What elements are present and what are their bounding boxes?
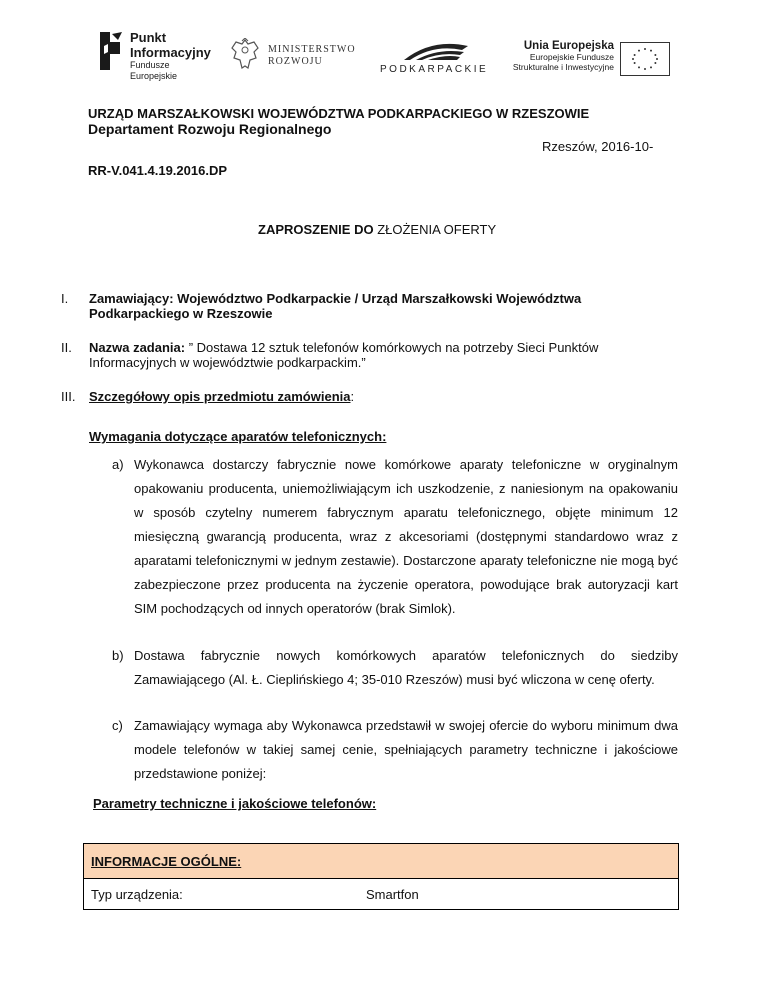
logo-ministerstwo-line1: MINISTERSTWO <box>268 44 356 55</box>
logo-ue-line3: Strukturalne i Inwestycyjne <box>512 62 614 72</box>
parameters-table <box>83 843 679 910</box>
section-3-heading <box>89 389 354 404</box>
podkarpackie-mountains-icon <box>402 40 472 62</box>
title-bold: ZAPROSZENIE DO <box>258 222 374 237</box>
table-header-general: INFORMACJE OGÓLNE: <box>91 854 242 869</box>
section-3-colon: : <box>350 389 355 404</box>
section-3-number: III. <box>61 389 76 404</box>
table-header-row <box>84 844 678 879</box>
requirement-item-c <box>112 714 678 786</box>
place-date: Rzeszów, 2016-10- <box>542 139 654 154</box>
logo-ministerstwo-rozwoju <box>230 38 356 74</box>
section-2-line2: Informacyjnych w województwie podkarpackim.” <box>89 355 366 370</box>
params-heading: Parametry techniczne i jakościowe telefonów: <box>93 796 377 811</box>
document-title <box>258 222 496 237</box>
logo-podkarpackie <box>380 40 500 76</box>
punkt-informacyjny-icon <box>96 30 126 72</box>
requirement-item-a <box>112 453 678 621</box>
logo-punkt-line3: Fundusze Europejskie <box>130 60 178 81</box>
item-c-letter: c) <box>112 718 123 733</box>
logo-punkt-line1: Punkt <box>130 30 167 45</box>
logo-unia-europejska <box>508 40 670 80</box>
section-2-label: Nazwa zadania: <box>89 340 186 355</box>
title-normal: ZŁOŻENIA OFERTY <box>373 222 497 237</box>
reference-number: RR-V.041.4.19.2016.DP <box>88 163 228 178</box>
office-name: URZĄD MARSZAŁKOWSKI WOJEWÓDZTWA PODKARPACKIEGO W RZESZOWIE <box>88 106 590 121</box>
section-2-line1 <box>89 340 598 355</box>
logo-ue-line2: Europejskie Fundusze <box>529 52 614 62</box>
requirement-item-b <box>112 644 678 692</box>
section-1-line1: Zamawiający: Województwo Podkarpackie / Urząd Marszałkowski Województwa <box>89 291 582 306</box>
section-1-line2: Podkarpackiego w Rzeszowie <box>89 306 273 321</box>
section-2-text1: ” Dostawa 12 sztuk telefonów komórkowych na potrzeby Sieci Punktów <box>185 340 599 355</box>
table-row <box>84 879 678 909</box>
logo-punkt-line2: Informacyjny <box>130 45 211 60</box>
item-b-letter: b) <box>112 648 124 663</box>
logo-ue-line1: Unia Europejska <box>523 40 614 52</box>
item-a-letter: a) <box>112 457 124 472</box>
logo-ministerstwo-line2: ROZWOJU <box>268 56 323 67</box>
logo-punkt-informacyjny <box>96 30 211 81</box>
item-a-text: Wykonawca dostarczy fabrycznie nowe komórkowe aparaty telefoniczne w oryginalnym opakowaniu producenta, uniemożliwiającym ich uszkodzenie, z naniesionym na opakowaniu w sposób czytelny numerem fabrycznym aparatu telefonicznego, objęte minimum 12 miesięczną gwarancją producenta, wraz z akcesoriami (dostępnymi standardowo wraz z aparatami telefonicznymi w jednym zestawie). Dostarczone aparaty telefoniczne nie mogą być zabezpieczone przez producenta na życzenie operatora, powodujące brak autoryzacji kart SIM pochodzących od innych operatorów (brak Simlok). <box>134 457 678 616</box>
eu-flag-icon <box>620 42 670 76</box>
polish-eagle-icon <box>230 38 260 72</box>
department-name: Departament Rozwoju Regionalnego <box>88 121 332 137</box>
row-label-device-type: Typ urządzenia: <box>91 887 183 902</box>
item-c-text: Zamawiający wymaga aby Wykonawca przedstawił w swojej ofercie do wyboru minimum dwa modele telefonów w takiej samej cenie, spełniających parametry techniczne i jakościowe przedstawione poniżej: <box>134 718 678 781</box>
section-3-label: Szczegółowy opis przedmiotu zamówienia <box>89 389 351 404</box>
section-2-number: II. <box>61 340 72 355</box>
item-b-text: Dostawa fabrycznie nowych komórkowych aparatów telefonicznych do siedziby Zamawiającego (Al. Ł. Cieplińskiego 4; 35-010 Rzeszów) musi być wliczona w cenę oferty. <box>134 648 678 687</box>
row-value-device-type: Smartfon <box>366 887 419 902</box>
section-1-number: I. <box>61 291 69 306</box>
logo-podkarpackie-text: PODKARPACKIE <box>380 64 489 75</box>
requirements-heading: Wymagania dotyczące aparatów telefonicznych: <box>89 429 387 444</box>
